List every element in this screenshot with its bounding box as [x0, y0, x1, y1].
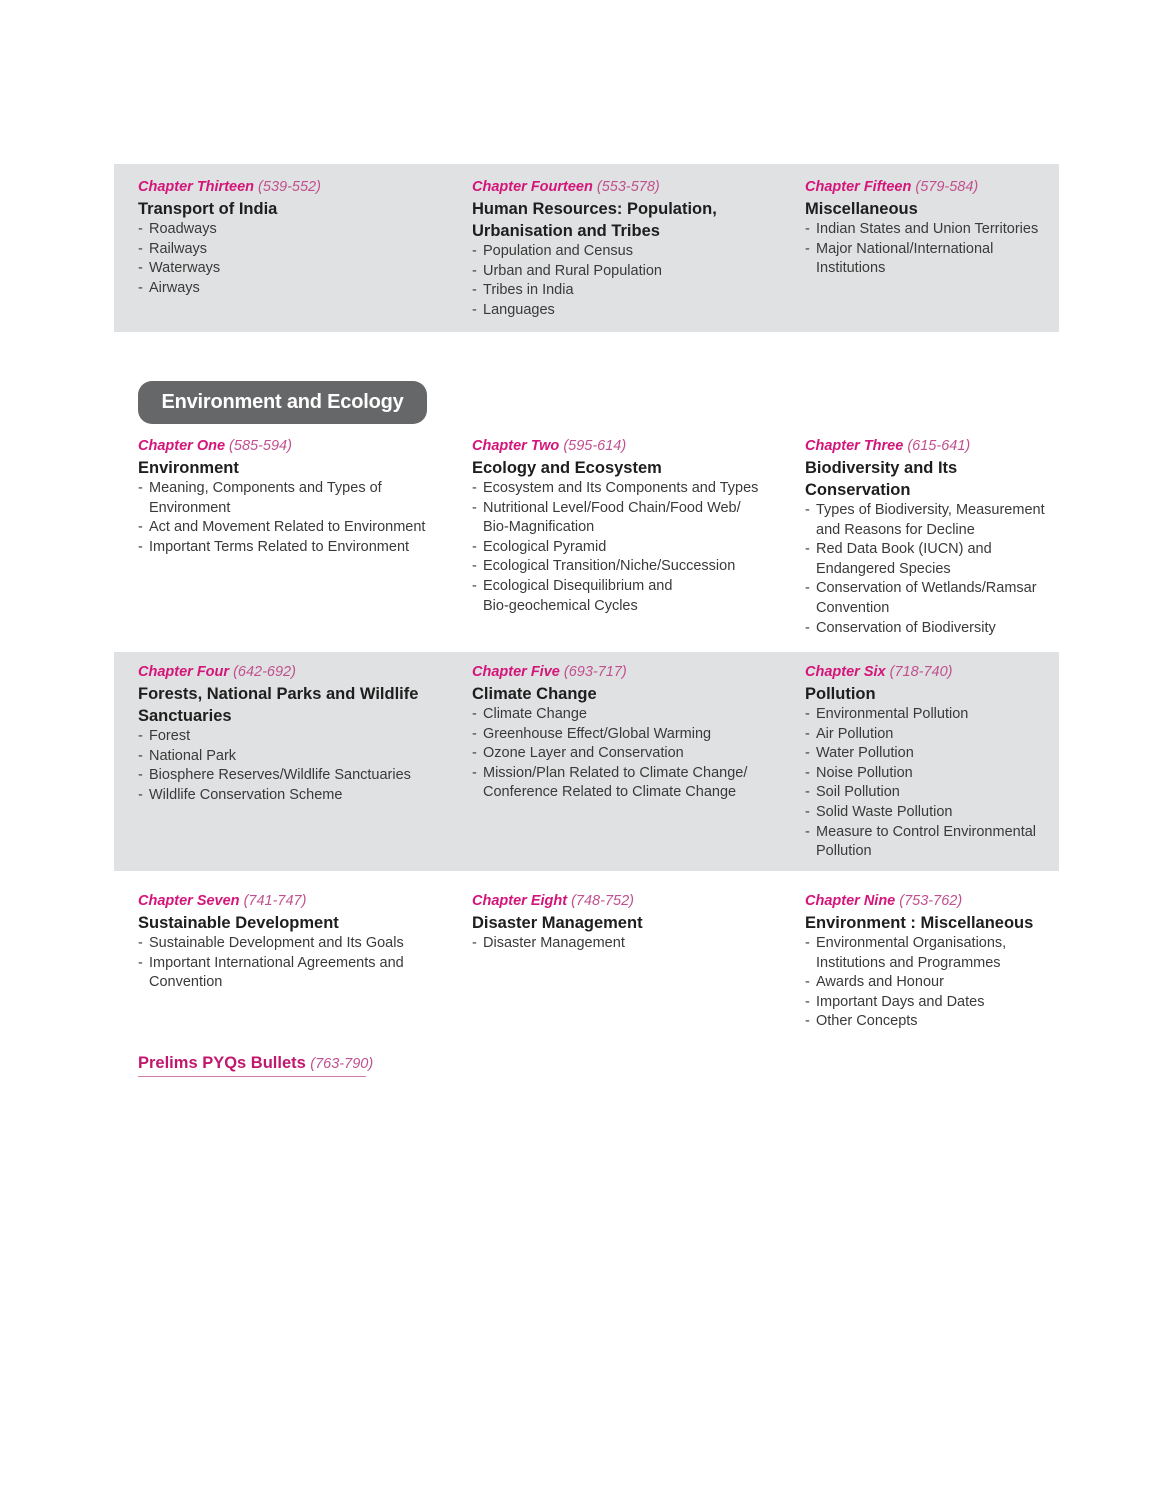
- dash-bullet-icon: -: [138, 767, 143, 784]
- topic-item: [805, 744, 1060, 764]
- topic-list: [805, 934, 1060, 1032]
- chapter-title: [472, 912, 792, 934]
- dash-bullet-icon: -: [805, 725, 810, 742]
- dash-bullet-icon: -: [472, 480, 477, 496]
- chapter-title-line: Transport of India: [138, 200, 278, 218]
- chapter-label: Chapter Seven: [138, 893, 240, 909]
- topic-text: Measure to Control Environmental: [816, 823, 1037, 840]
- topic-text: Conservation of Biodiversity: [816, 619, 996, 636]
- dash-bullet-icon: -: [138, 221, 143, 237]
- chapter-label: Chapter Nine: [805, 893, 896, 909]
- dash-bullet-icon: -: [805, 745, 810, 762]
- chapter-label-line: [805, 177, 1060, 197]
- dash-bullet-icon: -: [472, 706, 477, 722]
- chapter-page-range: (579-584): [915, 179, 979, 195]
- chapter-block: [472, 662, 792, 803]
- chapter-title: [138, 912, 458, 934]
- topic-text: Waterways: [149, 260, 221, 277]
- chapter-page-range: (753-762): [899, 893, 963, 909]
- topic-text: Railways: [149, 240, 208, 257]
- topic-list: [472, 705, 792, 803]
- topic-text: and Reasons for Decline: [816, 521, 975, 538]
- chapter-label-line: [472, 436, 792, 456]
- dash-bullet-icon: -: [138, 935, 143, 951]
- dash-bullet-icon: -: [472, 935, 477, 951]
- dash-bullet-icon: -: [138, 240, 143, 257]
- topic-list: [805, 220, 1060, 279]
- dash-bullet-icon: -: [472, 577, 477, 594]
- chapter-block: [472, 891, 792, 954]
- chapter-label: Chapter Thirteen: [138, 179, 255, 195]
- chapter-title: [472, 198, 792, 242]
- dash-bullet-icon: -: [472, 499, 477, 516]
- chapter-page-range: (741-747): [243, 893, 307, 909]
- topic-list: [472, 934, 792, 954]
- dash-bullet-icon: -: [472, 243, 477, 259]
- topic-text: Ecological Transition/Niche/Succession: [483, 558, 736, 575]
- chapter-label-line: [805, 436, 1060, 456]
- dash-bullet-icon: -: [805, 823, 810, 840]
- topic-item: [805, 725, 1060, 745]
- topic-item: [138, 240, 458, 260]
- topic-text: Conference Related to Climate Change: [483, 784, 737, 801]
- chapter-title: [805, 457, 1060, 501]
- topic-text: Forest: [149, 728, 191, 744]
- topic-text: Major National/International: [816, 240, 994, 257]
- chapter-block: [138, 177, 458, 298]
- chapter-title: [138, 198, 458, 220]
- topic-text: Climate Change: [483, 706, 587, 722]
- chapter-page-range: (615-641): [907, 438, 971, 454]
- chapter-page-range: (553-578): [596, 179, 660, 195]
- topic-item: [805, 764, 1060, 784]
- chapter-block: [805, 662, 1060, 862]
- topic-text: Noise Pollution: [816, 764, 913, 781]
- dash-bullet-icon: -: [138, 786, 143, 803]
- topic-text: Other Concepts: [816, 1013, 918, 1030]
- topic-item: [805, 823, 1060, 862]
- topic-text: Important International Agreements and: [149, 954, 404, 971]
- chapter-block: [805, 177, 1060, 279]
- section-heading: Environment and Ecology: [161, 391, 404, 413]
- prelims-label: Prelims PYQs Bullets: [138, 1054, 306, 1072]
- topic-text: Airways: [149, 279, 200, 296]
- dash-bullet-icon: -: [805, 993, 810, 1010]
- topic-item: [805, 220, 1060, 240]
- dash-bullet-icon: -: [472, 764, 477, 781]
- topic-item: [805, 540, 1060, 579]
- dash-bullet-icon: -: [805, 502, 810, 518]
- topic-text: Languages: [483, 301, 555, 318]
- chapter-title-line: Environment: [138, 459, 239, 477]
- topic-text: Ecological Pyramid: [483, 538, 607, 555]
- topic-list: [138, 220, 458, 298]
- chapter-title-line: Biodiversity and Its: [805, 459, 958, 477]
- topic-text: Act and Movement Related to Environment: [149, 519, 426, 536]
- topic-text: Important Days and Dates: [816, 993, 985, 1010]
- dash-bullet-icon: -: [805, 240, 810, 257]
- dash-bullet-icon: -: [805, 541, 810, 558]
- section-heading-pill: [138, 381, 427, 424]
- chapter-title-line: Forests, National Parks and Wildlife: [138, 685, 419, 703]
- topic-list: [138, 934, 458, 993]
- topic-text: National Park: [149, 747, 237, 764]
- topic-item: [472, 262, 792, 282]
- topic-item: [472, 479, 792, 499]
- chapter-label-line: [138, 662, 458, 682]
- topic-item: [805, 619, 1060, 639]
- chapter-label: Chapter Five: [472, 664, 560, 680]
- topic-item: [472, 499, 792, 538]
- topic-item: [472, 557, 792, 577]
- chapter-title-line: Conservation: [805, 481, 911, 499]
- dash-bullet-icon: -: [138, 954, 143, 971]
- chapter-page-range: (693-717): [563, 664, 627, 680]
- dash-bullet-icon: -: [472, 262, 477, 279]
- dash-bullet-icon: -: [138, 260, 143, 277]
- topic-item: [472, 301, 792, 321]
- topic-list: [805, 501, 1060, 638]
- topic-text: Soil Pollution: [816, 784, 900, 801]
- dash-bullet-icon: -: [138, 480, 143, 496]
- topic-text: Biosphere Reserves/Wildlife Sanctuaries: [149, 767, 411, 784]
- chapter-title-line: Climate Change: [472, 685, 597, 703]
- topic-text: Institutions: [816, 260, 886, 277]
- chapter-page-range: (748-752): [571, 893, 634, 909]
- topic-text: Roadways: [149, 221, 217, 237]
- topic-text: Important Terms Related to Environment: [149, 538, 410, 555]
- topic-text: Conservation of Wetlands/Ramsar: [816, 580, 1037, 597]
- topic-item: [805, 501, 1060, 540]
- chapter-label: Chapter Fifteen: [805, 179, 912, 195]
- topic-text: Endangered Species: [816, 560, 951, 577]
- topic-text: Sustainable Development and Its Goals: [149, 935, 404, 951]
- chapter-label: Chapter Eight: [472, 893, 568, 909]
- dash-bullet-icon: -: [805, 706, 810, 722]
- dash-bullet-icon: -: [805, 935, 810, 951]
- topic-item: [138, 786, 458, 806]
- topic-item: [805, 705, 1060, 725]
- topic-item: [138, 479, 458, 518]
- prelims-page-range: (763-790): [310, 1056, 374, 1072]
- chapter-page-range: (585-594): [229, 438, 292, 454]
- chapter-block: [138, 436, 458, 557]
- topic-item: [805, 993, 1060, 1013]
- chapter-page-range: (718-740): [889, 664, 953, 680]
- topic-text: Bio-geochemical Cycles: [483, 597, 638, 614]
- topic-text: Awards and Honour: [816, 974, 944, 991]
- topic-item: [472, 577, 792, 616]
- chapter-label-line: [805, 891, 1060, 911]
- chapter-title: [472, 683, 792, 705]
- topic-item: [805, 240, 1060, 279]
- topic-item: [472, 242, 792, 262]
- chapter-label: Chapter One: [138, 438, 226, 454]
- topic-item: [138, 538, 458, 558]
- topic-item: [472, 705, 792, 725]
- chapter-label-line: [805, 662, 1060, 682]
- topic-text: Meaning, Components and Types of: [149, 480, 382, 496]
- chapter-label: Chapter Two: [472, 438, 560, 454]
- chapter-label: Chapter Six: [805, 664, 886, 680]
- chapter-title-line: Human Resources: Population,: [472, 200, 717, 218]
- dash-bullet-icon: -: [805, 764, 810, 781]
- chapter-title-line: Disaster Management: [472, 914, 643, 932]
- topic-item: [472, 538, 792, 558]
- topic-text: Institutions and Programmes: [816, 954, 1001, 971]
- topic-text: Wildlife Conservation Scheme: [149, 786, 343, 803]
- topic-text: Convention: [149, 974, 223, 991]
- dash-bullet-icon: -: [472, 745, 477, 762]
- topic-list: [472, 479, 792, 616]
- chapter-title-line: Ecology and Ecosystem: [472, 459, 662, 477]
- dash-bullet-icon: -: [472, 558, 477, 575]
- topic-item: [472, 764, 792, 803]
- chapter-block: [805, 891, 1060, 1032]
- chapter-title-line: Environment : Miscellaneous: [805, 914, 1034, 932]
- dash-bullet-icon: -: [472, 725, 477, 742]
- chapter-label-line: [472, 662, 792, 682]
- topic-text: Mission/Plan Related to Climate Change/: [483, 764, 748, 781]
- topic-item: [138, 954, 458, 993]
- topic-text: Population and Census: [483, 243, 633, 259]
- chapter-page-range: (595-614): [563, 438, 627, 454]
- topic-text: Ecosystem and Its Components and Types: [483, 480, 759, 496]
- dash-bullet-icon: -: [805, 580, 810, 597]
- topic-list: [805, 705, 1060, 862]
- chapter-label: Chapter Three: [805, 438, 904, 454]
- chapter-block: [472, 177, 792, 320]
- topic-item: [472, 934, 792, 954]
- topic-item: [138, 518, 458, 538]
- topic-text: Convention: [816, 599, 890, 616]
- topic-text: Nutritional Level/Food Chain/Food Web/: [483, 499, 741, 516]
- chapter-title-line: Pollution: [805, 685, 876, 703]
- dash-bullet-icon: -: [138, 279, 143, 296]
- topic-text: Ecological Disequilibrium and: [483, 577, 673, 594]
- chapter-label-line: [472, 177, 792, 197]
- topic-list: [138, 479, 458, 557]
- dash-bullet-icon: -: [805, 803, 810, 820]
- topic-item: [805, 934, 1060, 973]
- dash-bullet-icon: -: [805, 1013, 810, 1030]
- topic-item: [472, 744, 792, 764]
- chapter-page-range: (642-692): [233, 664, 296, 680]
- topic-item: [138, 220, 458, 240]
- topic-text: Environmental Pollution: [816, 706, 969, 722]
- topic-text: Types of Biodiversity, Measurement: [816, 502, 1045, 518]
- topic-text: Environmental Organisations,: [816, 935, 1007, 951]
- dash-bullet-icon: -: [472, 301, 477, 318]
- dash-bullet-icon: -: [138, 728, 143, 744]
- topic-list: [138, 727, 458, 805]
- chapter-title-line: Miscellaneous: [805, 200, 918, 218]
- topic-item: [805, 803, 1060, 823]
- chapter-title: [138, 457, 458, 479]
- dash-bullet-icon: -: [805, 619, 810, 636]
- topic-text: Water Pollution: [816, 745, 914, 762]
- chapter-block: [472, 436, 792, 616]
- dash-bullet-icon: -: [138, 519, 143, 536]
- chapter-page-range: (539-552): [258, 179, 321, 195]
- topic-text: Ozone Layer and Conservation: [483, 745, 684, 762]
- chapter-title-line: Urbanisation and Tribes: [472, 222, 660, 240]
- chapter-label: Chapter Four: [138, 664, 230, 680]
- topic-text: Solid Waste Pollution: [816, 803, 953, 820]
- dash-bullet-icon: -: [472, 538, 477, 555]
- topic-text: Pollution: [816, 843, 872, 860]
- topic-item: [805, 973, 1060, 993]
- chapter-title: [805, 683, 1060, 705]
- prelims-pyqs-link[interactable]: [138, 1054, 374, 1077]
- topic-item: [138, 727, 458, 747]
- topic-text: Greenhouse Effect/Global Warming: [483, 725, 712, 742]
- chapter-title-line: Sustainable Development: [138, 914, 339, 932]
- chapter-label: Chapter Fourteen: [472, 179, 593, 195]
- topic-list: [472, 242, 792, 320]
- chapter-label-line: [472, 891, 792, 911]
- chapter-title: [805, 198, 1060, 220]
- chapter-title: [472, 457, 792, 479]
- dash-bullet-icon: -: [138, 538, 143, 555]
- topic-item: [138, 934, 458, 954]
- chapter-label-line: [138, 436, 458, 456]
- topic-item: [138, 279, 458, 299]
- topic-text: Indian States and Union Territories: [816, 221, 1039, 237]
- topic-item: [805, 579, 1060, 618]
- topic-item: [805, 1012, 1060, 1032]
- dash-bullet-icon: -: [138, 747, 143, 764]
- dash-bullet-icon: -: [805, 221, 810, 237]
- dash-bullet-icon: -: [805, 974, 810, 991]
- chapter-label-line: [138, 177, 458, 197]
- topic-text: Environment: [149, 499, 231, 516]
- topic-text: Urban and Rural Population: [483, 262, 662, 279]
- chapter-block: [138, 662, 458, 805]
- topic-item: [472, 281, 792, 301]
- topic-item: [138, 259, 458, 279]
- topic-item: [805, 783, 1060, 803]
- topic-text: Red Data Book (IUCN) and: [816, 541, 992, 558]
- chapter-label-line: [138, 891, 458, 911]
- chapter-block: [805, 436, 1060, 638]
- dash-bullet-icon: -: [472, 282, 477, 299]
- chapter-title-line: Sanctuaries: [138, 707, 232, 725]
- chapter-title: [805, 912, 1060, 934]
- chapter-block: [138, 891, 458, 993]
- topic-item: [472, 725, 792, 745]
- topic-text: Tribes in India: [483, 282, 574, 299]
- topic-text: Bio-Magnification: [483, 519, 595, 536]
- topic-item: [138, 747, 458, 767]
- topic-text: Disaster Management: [483, 935, 625, 951]
- topic-item: [138, 766, 458, 786]
- topic-text: Air Pollution: [816, 725, 894, 742]
- chapter-title: [138, 683, 458, 727]
- dash-bullet-icon: -: [805, 784, 810, 801]
